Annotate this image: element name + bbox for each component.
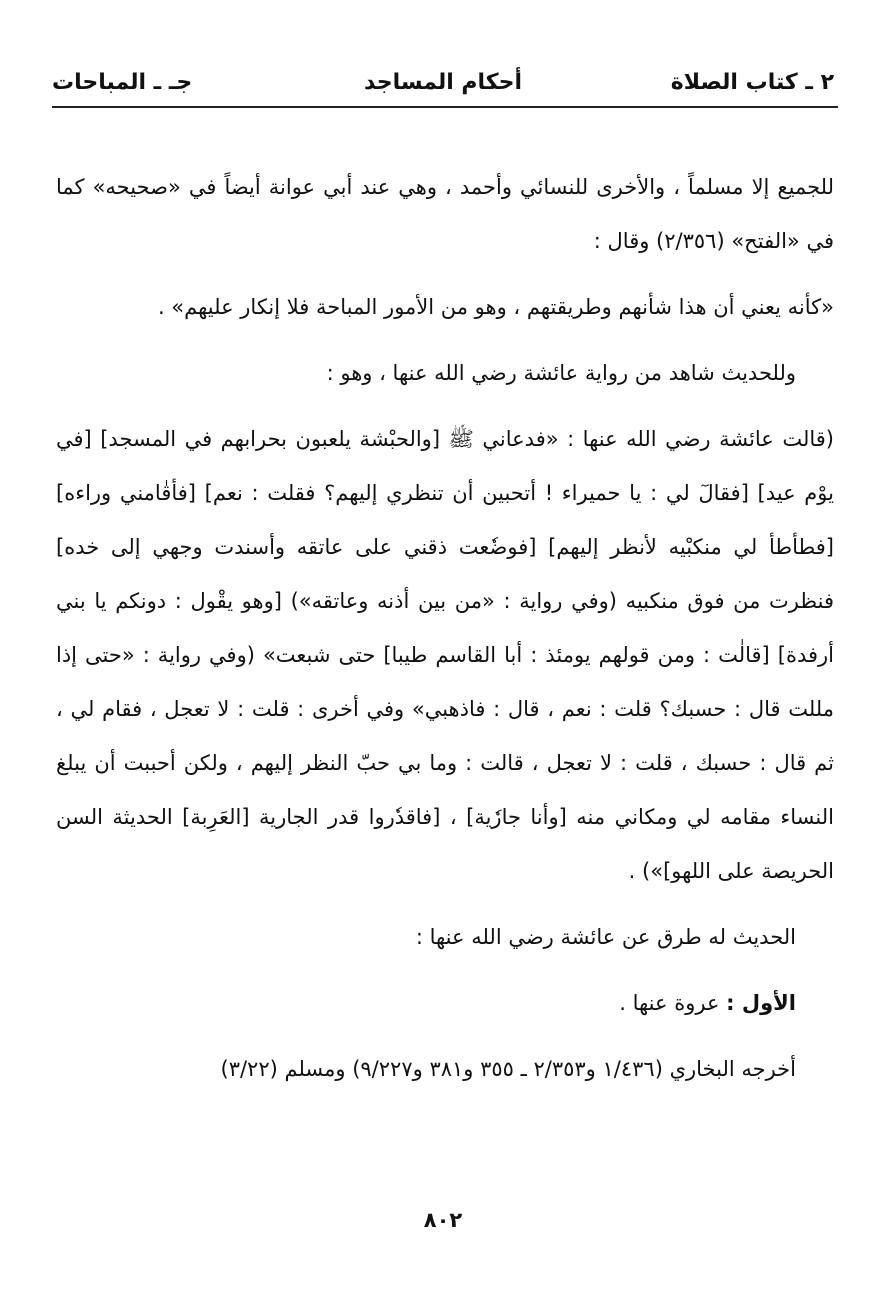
- header-chapter-title: أحكام المساجد: [364, 70, 522, 95]
- paragraph-routes-intro: الحديث له طرق عن عائشة رضي الله عنها :: [415, 925, 796, 949]
- header-section-title: جـ ـ المباحات: [52, 70, 193, 95]
- first-route-label: الأول :: [726, 991, 796, 1015]
- paragraph-quote: «كأنه يعني أن هذا شأنهم وطريقتهم ، وهو من الأمور المباحة فلا إنكار عليهم» .: [157, 295, 834, 319]
- header-book-title: ٢ ـ كتاب الصلاة: [670, 70, 834, 95]
- running-header: [52, 66, 834, 102]
- first-route-text: عروة عنها .: [619, 991, 720, 1015]
- header-divider: [52, 106, 838, 108]
- page-number: ٨٠٢: [423, 1208, 463, 1232]
- paragraph-sources: للجميع إلا مسلماً ، والأخرى للنسائي وأحمد ، وهي عند أبي عوانة أيضاً في «صحيحه» كما في «الفتح» (٢/٣٥٦) وقال :: [56, 175, 834, 253]
- paragraph-first-route: [56, 976, 834, 1030]
- paragraph-witness-intro: وللحديث شاهد من رواية عائشة رضي الله عنها ، وهو :: [326, 361, 796, 385]
- paragraph-hadith-text: (قالت عائشة رضي الله عنها : «فدعاني ﷺ [والحبْشة يلعبون بحرابهم في المسجد] [في يوْم عيد] [فقالٓ لي : يا حميراء ! أتحبين أن تنظري إليهم؟ فقلت : نعم] [فأقٰامني وراءه] [فطأطأ لي منكبْيه لأنظر إليهم] [فوضٗعت ذقني على عاتقه وأسندت وجهي إلى خده] فنظرت من فوق منكبيه (وفي رواية : «من بين أذنه وعاتقه») [وهو يقْول : دونكم يا بني أرفدة] [قالٰت : ومن قولهم يومئذ : أبا القاسم طيبا] حتى شبعت» (وفي رواية : «حتى إذا مللت قال : حسبك؟ قلت : نعم ، قال : فاذهبي» وفي أخرى : قلت : لا تعجل ، فقام لي ، ثم قال : حسبك ، قلت : لا تعجل ، قالت : وما بي حبّ النظر إليهم ، ولكن أحببت أن يبلغ النساء مقامه لي ومكاني منه [وأنا جارٗية] ، [فاقدٗروا قدر الجارية [العَرِبة] الحديثة السن الحريصة على اللهو]») .: [56, 427, 834, 883]
- paragraph-takhrij: أخرجه البخاري (١/٤٣٦ و٢/٣٥٣ ـ ٣٥٥ و٣٨١ و٩/٢٢٧) ومسلم (٣/٢٢): [220, 1057, 796, 1081]
- page-body: [56, 160, 834, 1096]
